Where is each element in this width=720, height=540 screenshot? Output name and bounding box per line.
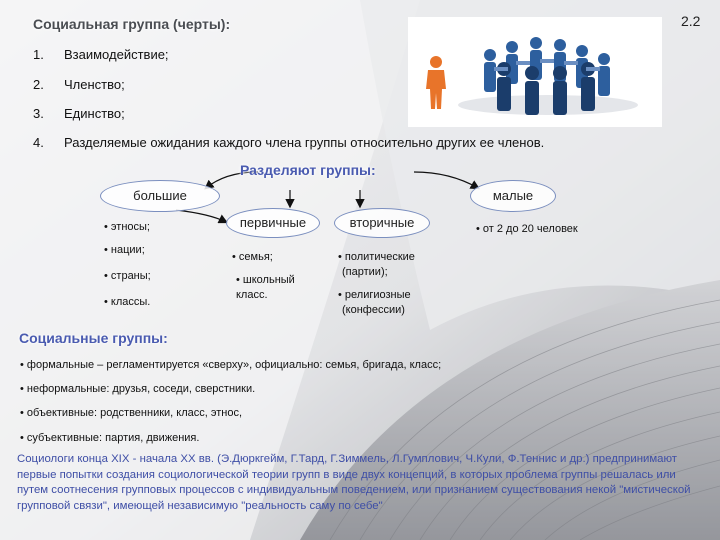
- list-item: • формальные – регламентируется «сверху», официально: семья, бригада, класс;: [20, 359, 442, 371]
- sociologists-paragraph: Социологи конца XIX - начала XX вв. (Э.Дюркгейм, Г.Тард, Г.Зиммель, Л.Гумплович, Ч.Кули, Ф.Теннис и др.) предпринимают первые попытки создания социологической теории групп в виде двух концепций, в которых проблема группы решалась или путем соотнесения групповых процессов с индивидуальным поведением, или признанием существования некой "мистической групповой связи", имеющей независимую "реальность саму по себе": [17, 453, 691, 512]
- small-groups-oval: малые: [470, 180, 556, 212]
- list-item: • субъективные: партия, движения.: [20, 432, 200, 444]
- list-item: • этносы;: [104, 221, 150, 233]
- list-item: (конфессии): [342, 304, 405, 316]
- list-item: • страны;: [104, 270, 151, 282]
- list-item: • классы.: [104, 296, 151, 308]
- trait-number: 3.: [33, 106, 44, 121]
- trait-number: 2.: [33, 77, 44, 92]
- list-item: • политические: [338, 251, 415, 263]
- list-item: • объективные: родственники, класс, этнос,: [20, 407, 243, 419]
- large-groups-oval: большие: [100, 180, 220, 212]
- people-group-illustration: [408, 17, 662, 127]
- trait-number: 1.: [33, 47, 44, 62]
- primary-groups-oval: первичные: [226, 208, 320, 238]
- social-groups-heading: Социальные группы:: [19, 330, 168, 346]
- trait-text: Членство;: [64, 77, 125, 92]
- trait-text: Разделяемые ожидания каждого члена группы относительно других ее членов.: [64, 135, 545, 150]
- list-item: • школьный: [236, 274, 295, 286]
- list-item: • семья;: [232, 251, 273, 263]
- list-item: • религиозные: [338, 289, 411, 301]
- primary-groups-list: [232, 250, 328, 303]
- secondary-groups-list: [338, 250, 448, 318]
- divide-heading: Разделяют группы:: [240, 162, 376, 178]
- trait-text: Взаимодействие;: [64, 47, 169, 62]
- list-item: класс.: [236, 289, 268, 301]
- large-groups-list: [100, 216, 220, 310]
- trait-number: 4.: [33, 135, 44, 150]
- slide-title: Социальная группа (черты):: [33, 16, 231, 32]
- list-item: (партии);: [342, 266, 388, 278]
- small-groups-item: • от 2 до 20 человек: [476, 223, 578, 235]
- list-item: • нации;: [104, 244, 145, 256]
- list-item: • неформальные: друзья, соседи, сверстники.: [20, 383, 256, 395]
- slide-number: 2.2: [681, 13, 701, 29]
- secondary-groups-oval: вторичные: [334, 208, 430, 238]
- trait-text: Единство;: [64, 106, 125, 121]
